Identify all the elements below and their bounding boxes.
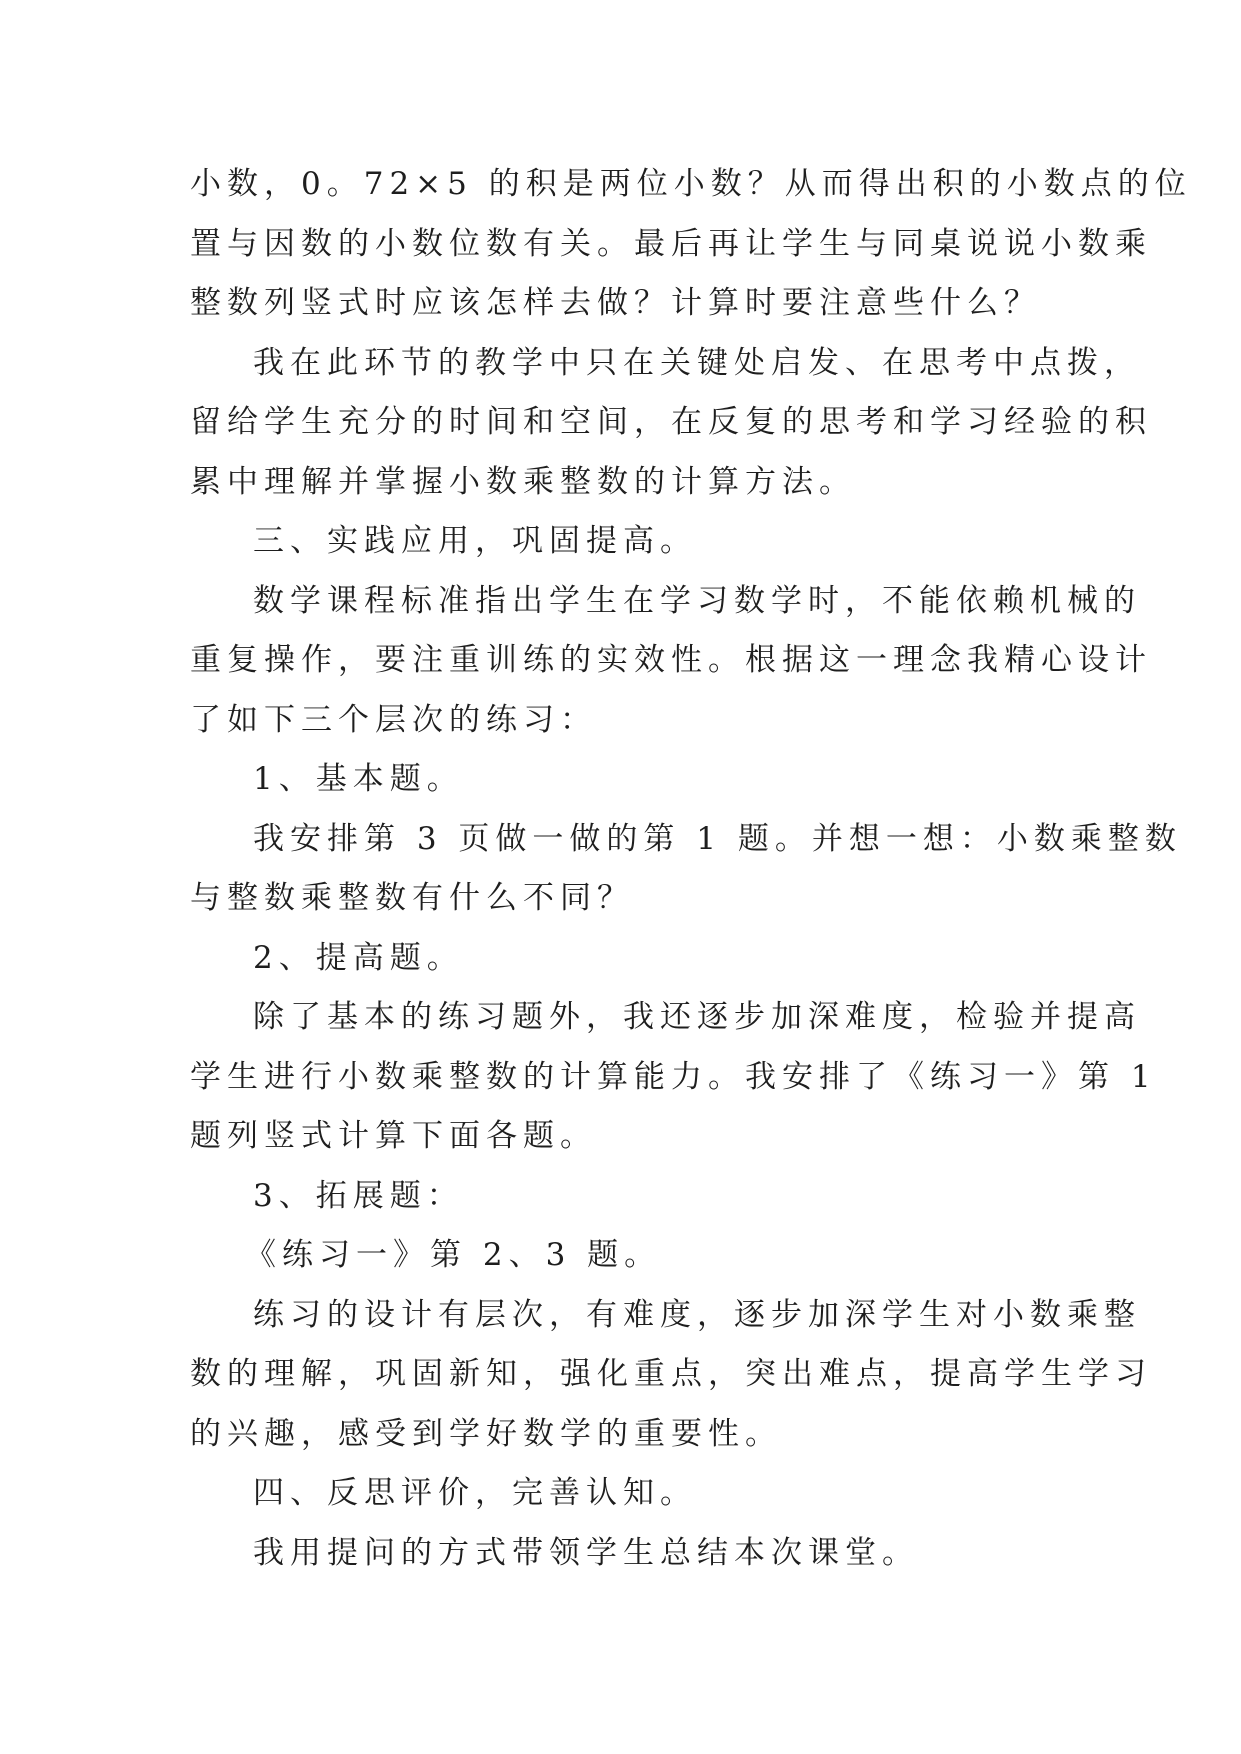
text-line-3: 整数列竖式时应该怎样去做？计算时要注意些什么？ [190, 285, 1041, 321]
text-line-16: 学生进行小数乘整数的计算能力。我安排了《练习一》第 1 [190, 1059, 1157, 1095]
text-line-13: 与整数乘整数有什么不同？ [190, 880, 634, 916]
section-heading-4: 四、反思评价，完善认知。 [253, 1475, 697, 1511]
section-heading-3: 三、实践应用，巩固提高。 [253, 523, 697, 559]
text-line-21: 数的理解，巩固新知，强化重点，突出难点，提高学生学习 [190, 1356, 1152, 1392]
text-line-20: 练习的设计有层次，有难度，逐步加深学生对小数乘整 [253, 1297, 1141, 1333]
text-line-12: 我安排第 3 页做一做的第 1 题。并想一想：小数乘整数 [253, 821, 1182, 857]
text-line-4: 我在此环节的教学中只在关键处启发、在思考中点拨， [253, 345, 1141, 381]
text-line-8: 数学课程标准指出学生在学习数学时，不能依赖机械的 [253, 583, 1141, 619]
subheading-basic: 1、基本题。 [253, 761, 464, 797]
text-line-10: 了如下三个层次的练习： [190, 702, 597, 738]
subheading-extension: 3、拓展题： [253, 1178, 464, 1214]
text-line-6: 累中理解并掌握小数乘整数的计算方法。 [190, 464, 856, 500]
text-line-2: 置与因数的小数位数有关。最后再让学生与同桌说说小数乘 [190, 226, 1152, 262]
text-line-15: 除了基本的练习题外，我还逐步加深难度，检验并提高 [253, 999, 1141, 1035]
text-line-17: 题列竖式计算下面各题。 [190, 1118, 597, 1154]
text-line-5: 留给学生充分的时间和空间，在反复的思考和学习经验的积 [190, 404, 1152, 440]
text-line-19: 《练习一》第 2、3 题。 [245, 1237, 662, 1273]
subheading-advanced: 2、提高题。 [253, 940, 464, 976]
text-line-9: 重复操作，要注重训练的实效性。根据这一理念我精心设计 [190, 642, 1152, 678]
text-line-1: 小数，0。72×5 的积是两位小数？从而得出积的小数点的位 [190, 166, 1192, 202]
text-line-24: 我用提问的方式带领学生总结本次课堂。 [253, 1535, 919, 1571]
text-line-22: 的兴趣，感受到学好数学的重要性。 [190, 1416, 782, 1452]
